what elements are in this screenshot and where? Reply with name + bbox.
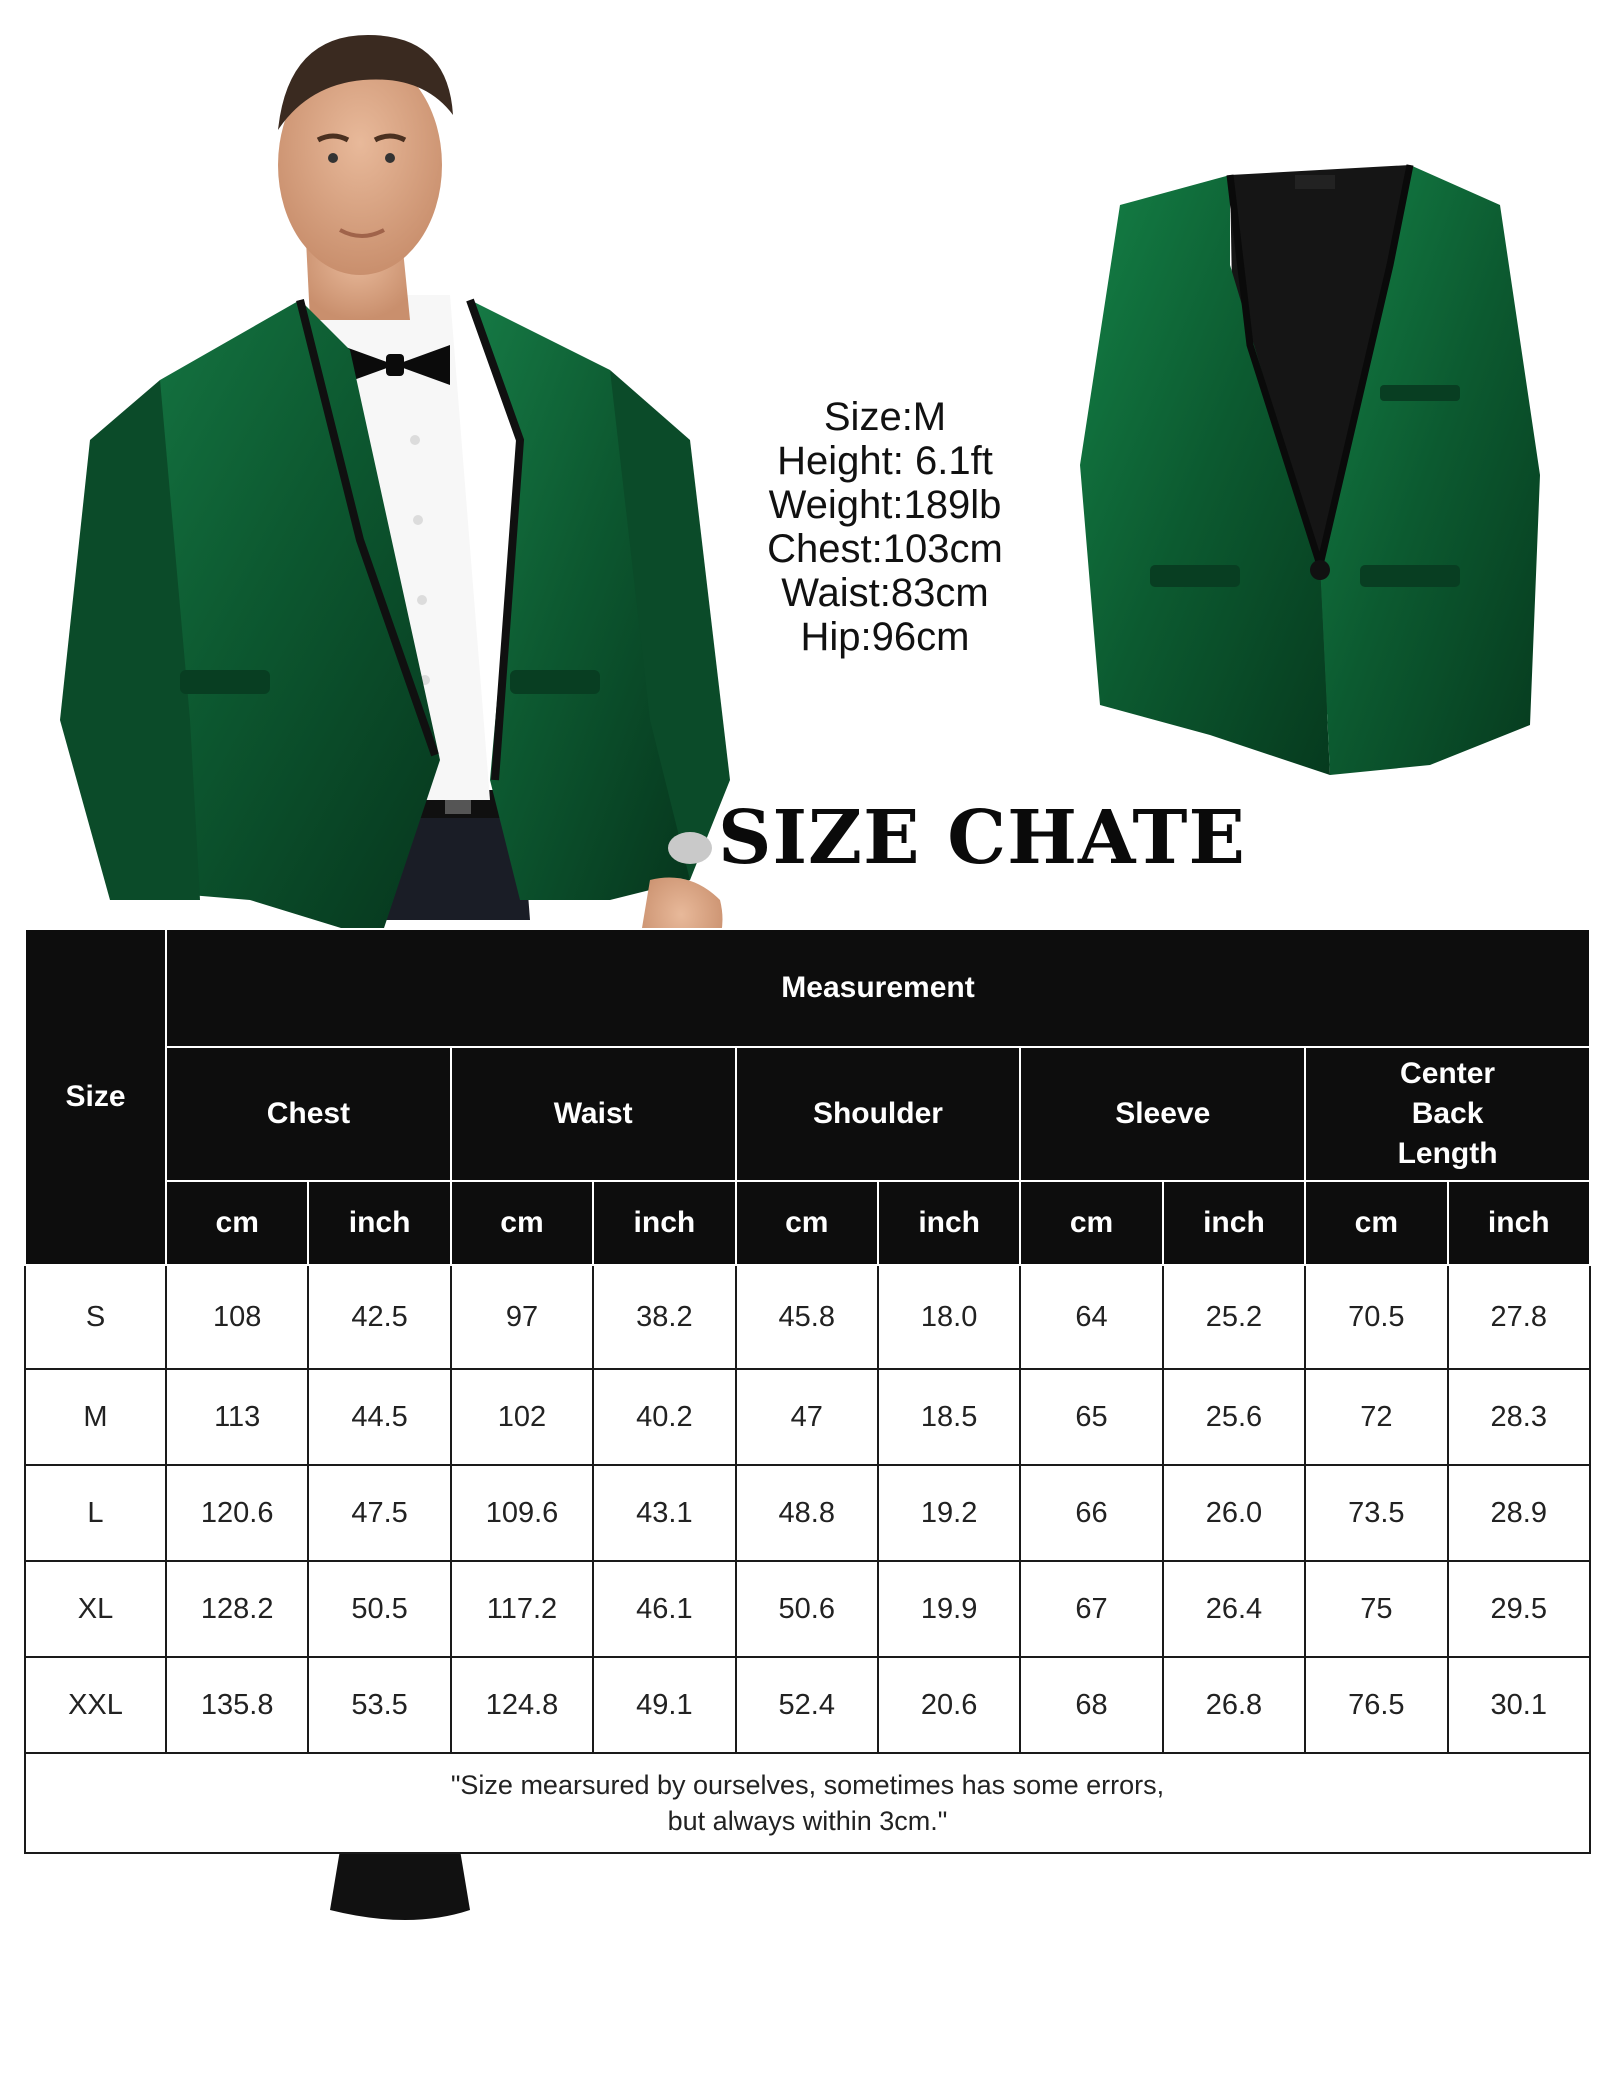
measurement-cell: 53.5 — [308, 1657, 450, 1753]
measurement-cell: 19.2 — [878, 1465, 1020, 1561]
measurement-cell: 40.2 — [593, 1369, 735, 1465]
measurement-cell: 26.8 — [1163, 1657, 1305, 1753]
measurement-cell: 97 — [451, 1265, 593, 1369]
measurement-cell: 42.5 — [308, 1265, 450, 1369]
note-line: "Size mearsured by ourselves, sometimes has some errors, — [450, 1770, 1165, 1800]
measurement-cell: 49.1 — [593, 1657, 735, 1753]
unit-header-cm: cm — [1020, 1181, 1162, 1265]
size-cell: M — [25, 1369, 166, 1465]
table-row — [25, 1265, 1590, 1369]
group-header-shoulder — [736, 1047, 1021, 1181]
table-group-row — [25, 1047, 1590, 1181]
measurement-cell: 68 — [1020, 1657, 1162, 1753]
unit-header-cm: cm — [451, 1181, 593, 1265]
measurement-cell: 50.6 — [736, 1561, 878, 1657]
measurement-cell: 70.5 — [1305, 1265, 1447, 1369]
model-waist: Waist:83cm — [781, 571, 989, 615]
measurement-cell: 28.9 — [1448, 1465, 1590, 1561]
size-chart-title: SIZE CHATE — [718, 795, 1246, 881]
measurement-cell: 30.1 — [1448, 1657, 1590, 1753]
measurement-cell: 45.8 — [736, 1265, 878, 1369]
size-column-header: Size — [25, 929, 166, 1265]
table-row — [25, 1657, 1590, 1753]
measurement-cell: 52.4 — [736, 1657, 878, 1753]
measurement-cell: 19.9 — [878, 1561, 1020, 1657]
measurement-cell: 38.2 — [593, 1265, 735, 1369]
note-line: but always within 3cm." — [667, 1806, 948, 1836]
unit-header-cm: cm — [166, 1181, 308, 1265]
measurement-cell: 65 — [1020, 1369, 1162, 1465]
measurement-cell: 73.5 — [1305, 1465, 1447, 1561]
measurement-cell: 76.5 — [1305, 1657, 1447, 1753]
table-header-row — [25, 929, 1590, 1047]
measurement-cell: 43.1 — [593, 1465, 735, 1561]
size-cell: XXL — [25, 1657, 166, 1753]
measurement-cell: 46.1 — [593, 1561, 735, 1657]
unit-header-cm: cm — [736, 1181, 878, 1265]
group-label: Chest — [266, 1097, 351, 1130]
measurement-cell: 26.0 — [1163, 1465, 1305, 1561]
size-cell: XL — [25, 1561, 166, 1657]
measurement-cell: 108 — [166, 1265, 308, 1369]
measurement-cell: 47 — [736, 1369, 878, 1465]
measurement-cell: 48.8 — [736, 1465, 878, 1561]
model-weight: Weight:189lb — [768, 483, 1002, 527]
model-chest: Chest:103cm — [767, 527, 1003, 571]
group-header-waist — [451, 1047, 736, 1181]
measurement-header: Measurement — [166, 929, 1590, 1047]
group-header-sleeve — [1020, 1047, 1305, 1181]
model-size: Size:M — [823, 395, 947, 439]
measurement-cell: 20.6 — [878, 1657, 1020, 1753]
unit-header-inch: inch — [593, 1181, 735, 1265]
measurement-cell: 66 — [1020, 1465, 1162, 1561]
measurement-cell: 117.2 — [451, 1561, 593, 1657]
measurement-cell: 25.2 — [1163, 1265, 1305, 1369]
measurement-cell: 135.8 — [166, 1657, 308, 1753]
model-height: Height: 6.1ft — [777, 439, 993, 483]
size-cell: S — [25, 1265, 166, 1369]
unit-header-inch: inch — [1448, 1181, 1590, 1265]
measurement-cell: 124.8 — [451, 1657, 593, 1753]
measurement-cell: 25.6 — [1163, 1369, 1305, 1465]
group-label: Waist — [553, 1097, 633, 1130]
table-unit-row — [25, 1181, 1590, 1265]
measurement-cell: 75 — [1305, 1561, 1447, 1657]
unit-header-inch: inch — [878, 1181, 1020, 1265]
measurement-cell: 50.5 — [308, 1561, 450, 1657]
model-hip: Hip:96cm — [800, 615, 970, 659]
unit-header-inch: inch — [308, 1181, 450, 1265]
measurement-cell: 18.0 — [878, 1265, 1020, 1369]
measurement-cell: 120.6 — [166, 1465, 308, 1561]
table-row — [25, 1369, 1590, 1465]
size-table — [24, 928, 1591, 1854]
measurement-cell: 128.2 — [166, 1561, 308, 1657]
measurement-cell: 44.5 — [308, 1369, 450, 1465]
table-row — [25, 1465, 1590, 1561]
unit-header-cm: cm — [1305, 1181, 1447, 1265]
measurement-cell: 26.4 — [1163, 1561, 1305, 1657]
measurement-cell: 113 — [166, 1369, 308, 1465]
measurement-cell: 109.6 — [451, 1465, 593, 1561]
group-header-chest — [166, 1047, 451, 1181]
table-row — [25, 1561, 1590, 1657]
size-cell: L — [25, 1465, 166, 1561]
measurement-cell: 72 — [1305, 1369, 1447, 1465]
measurement-cell: 102 — [451, 1369, 593, 1465]
group-header-center-back-length — [1305, 1047, 1590, 1181]
group-label: Center Back Length — [1397, 1057, 1498, 1170]
measurement-cell: 28.3 — [1448, 1369, 1590, 1465]
jacket-photo — [1080, 145, 1550, 785]
group-label: Sleeve — [1115, 1097, 1211, 1130]
measurement-cell: 64 — [1020, 1265, 1162, 1369]
measurement-cell: 29.5 — [1448, 1561, 1590, 1657]
note-row — [25, 1753, 1590, 1853]
measurement-cell: 27.8 — [1448, 1265, 1590, 1369]
measurement-note — [25, 1753, 1590, 1853]
unit-header-inch: inch — [1163, 1181, 1305, 1265]
measurement-cell: 47.5 — [308, 1465, 450, 1561]
group-label: Shoulder — [812, 1097, 943, 1130]
measurement-cell: 67 — [1020, 1561, 1162, 1657]
size-rows — [25, 1265, 1590, 1753]
model-stats — [690, 395, 1080, 659]
measurement-cell: 18.5 — [878, 1369, 1020, 1465]
